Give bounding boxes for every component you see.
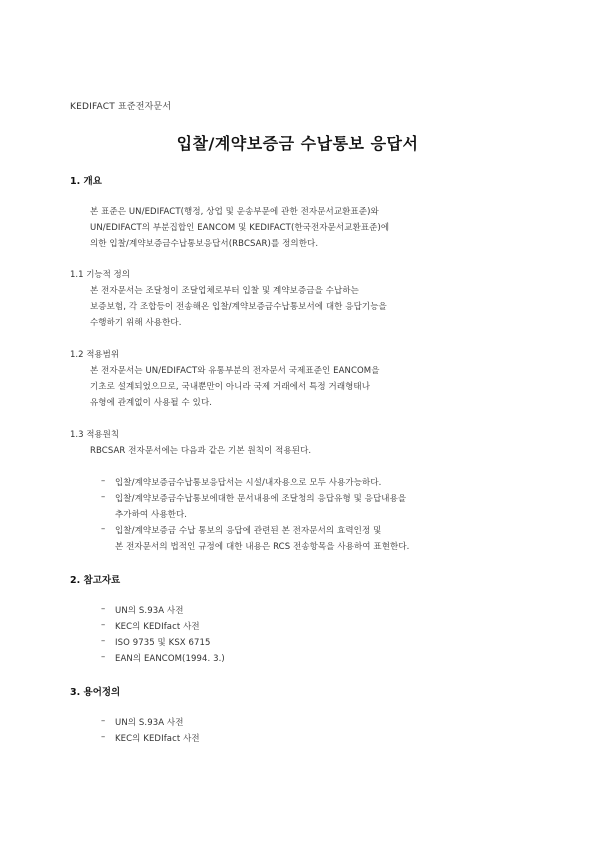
reference-item: EAN의 EANCOM(1994. 3.) [115,654,225,664]
principles-bullet: 입찰/계약보증금 수납 통보의 응답에 관련된 본 전자문서의 효력인정 및 [115,526,382,536]
reference-item: ISO 9735 및 KSX 6715 [115,638,211,648]
dash-bullet: – [101,716,106,726]
function-line: 본 전자문서는 조달청이 조달업체로부터 입찰 및 계약보증금을 수납하는 [90,286,359,296]
dash-bullet: – [101,652,106,662]
overview-line: 의한 입찰/계약보증금수납통보응답서(RBCSAR)를 정의한다. [90,239,319,249]
section-heading-references: 2. 참고자료 [70,575,121,586]
dash-bullet: – [101,492,106,502]
overview-line: UN/EDIFACT의 부분집합인 EANCOM 및 KEDIFACT(한국전자문서교환표준)에 [90,223,390,233]
dash-bullet: – [101,476,106,486]
dash-bullet: – [101,604,106,614]
document-header-label: KEDIFACT 표준전자문서 [70,102,172,112]
section-heading-function: 1.1 기능적 정의 [70,270,130,280]
overview-line: 본 표준은 UN/EDIFACT(행정, 상업 및 운송부문에 관한 전자문서교환표준)와 [90,207,379,217]
function-line: 수행하기 위해 사용한다. [90,318,182,328]
page-title: 입찰/계약보증금 수납통보 응답서 [176,134,419,153]
reference-item: KEC의 KEDIfact 사전 [115,622,200,632]
term-item: KEC의 KEDIfact 사전 [115,734,200,744]
principles-bullet-continuation: 추가하여 사용한다. [115,510,188,520]
section-heading-scope: 1.2 적용범위 [70,350,120,360]
reference-item: UN의 S.93A 사전 [115,606,184,616]
section-heading-principles: 1.3 적용원칙 [70,430,120,440]
scope-line: 유형에 관계없이 사용될 수 있다. [90,398,213,408]
function-line: 보증보험, 각 조합등이 전송해온 입찰/계약보증금수납통보서에 대한 응답기능을 [90,302,387,312]
section-heading-terms: 3. 용어정의 [70,687,121,698]
dash-bullet: – [101,524,106,534]
term-item: UN의 S.93A 사전 [115,718,184,728]
dash-bullet: – [101,620,106,630]
scope-line: 본 전자문서는 UN/EDIFACT와 유통부분의 전자문서 국제표준인 EANCOM을 [90,366,380,376]
section-heading-overview: 1. 개요 [70,176,102,187]
principles-intro: RBCSAR 전자문서에는 다음과 같은 기본 원칙이 적용된다. [90,446,312,456]
dash-bullet: – [101,636,106,646]
principles-bullet-continuation: 본 전자문서의 법적인 규정에 대한 내용은 RCS 전송항목을 사용하여 표현한다. [115,542,410,552]
principles-bullet: 입찰/계약보증금수납통보에대한 문서내용에 조달청의 응답유형 및 응답내용을 [115,494,407,504]
scope-line: 기초로 설계되었으므로, 국내뿐만이 아니라 국제 거래에서 특정 거래형태나 [90,382,371,392]
principles-bullet: 입찰/계약보증금수납통보응답서는 시설/내자용으로 모두 사용가능하다. [115,478,382,488]
dash-bullet: – [101,732,106,742]
